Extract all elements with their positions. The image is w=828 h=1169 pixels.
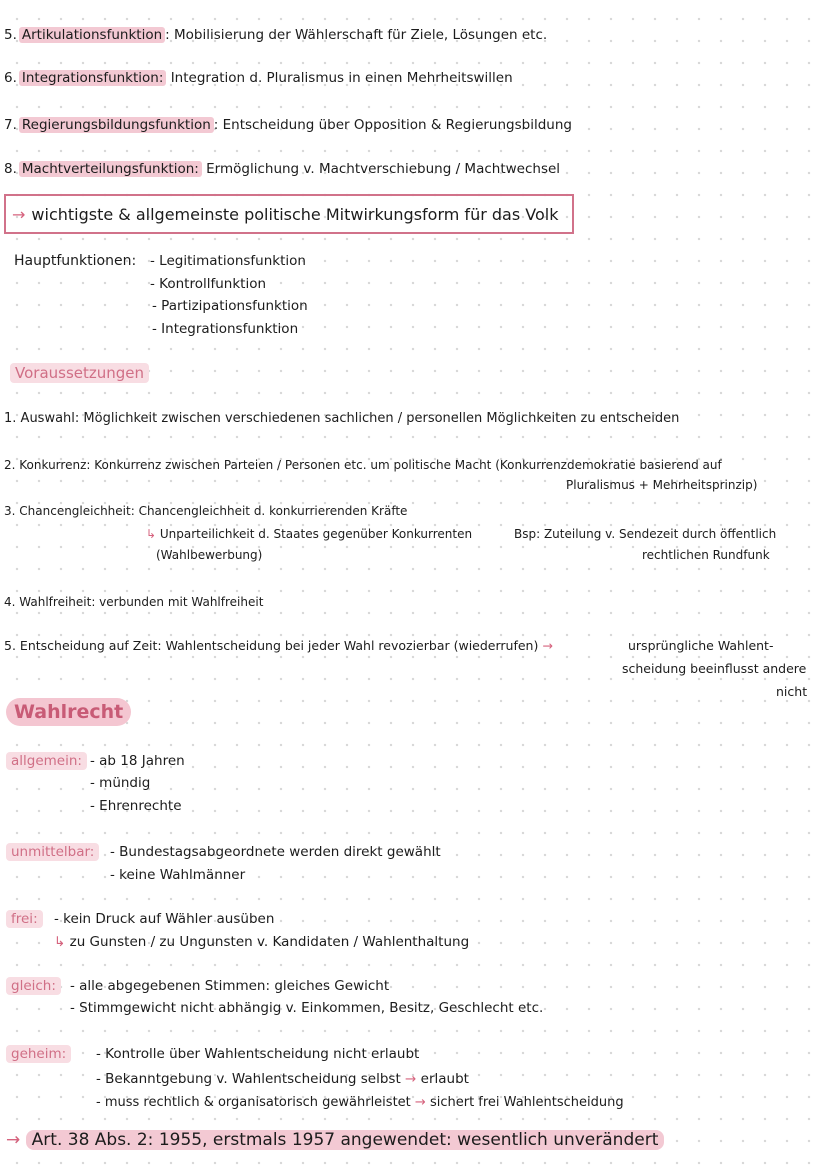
hauptfunktion-item: - Partizipationsfunktion [152, 298, 308, 314]
item-separator: : [213, 117, 219, 133]
item-text: : Möglichkeit zwischen verschiedenen sachlichen / personellen Möglichkeiten zu entscheiden [74, 411, 680, 426]
principle-item: - Ehrenrechte [90, 798, 182, 814]
hauptfunktion-item: - Legitimationsfunktion [150, 253, 306, 269]
item-result: sichert frei Wahlentscheidung [429, 1095, 624, 1110]
hauptfunktion-item: - Integrationsfunktion [152, 321, 299, 337]
funktion-item [4, 160, 560, 178]
wahlrecht-gleich-label [6, 977, 61, 995]
item-result: erlaubt [420, 1071, 469, 1087]
item-number: 2. [4, 458, 16, 472]
item-text: Mobilisierung der Wählerschaft für Ziele, Lösungen etc. [174, 27, 548, 43]
sub-arrow-icon: ↳ [146, 527, 157, 541]
principle-item: - kein Druck auf Wähler ausüben [54, 911, 275, 927]
sub-item-continuation: (Wahlbewerbung) [156, 548, 263, 562]
item-label: Entscheidung auf Zeit [19, 638, 158, 653]
item-label: Wahlfreiheit [19, 595, 92, 609]
voraussetzungen-title: Voraussetzungen [10, 363, 149, 383]
principle-item: - Kontrolle über Wahlentscheidung nicht erlaubt [96, 1046, 420, 1062]
principle-sub-item [54, 933, 469, 951]
item-label: Machtverteilungsfunktion: [19, 161, 202, 177]
principle-item: - keine Wahlmänner [110, 867, 246, 883]
item-text: Ermöglichung v. Machtverschiebung / Machtwechsel [206, 161, 561, 177]
item-number: 3. [4, 504, 16, 518]
item-number: 1. [4, 411, 17, 426]
example-text: Bsp: Zuteilung v. Sendezeit durch öffentlich [514, 527, 777, 541]
principle-item: - mündig [90, 775, 151, 791]
item-number: 4. [4, 595, 16, 609]
wahlrecht-geheim-label [6, 1045, 71, 1063]
voraussetzung-item [4, 502, 407, 520]
arrow-icon: → [405, 1071, 417, 1087]
principle-item [96, 1070, 469, 1088]
wahlrecht-frei-label [6, 910, 43, 928]
arrow-icon: → [414, 1095, 426, 1110]
hauptfunktionen-title: Hauptfunktionen: [14, 253, 137, 269]
funktion-item [4, 116, 572, 134]
principle-label: unmittelbar: [6, 843, 99, 861]
item-number: 8. [4, 161, 17, 177]
wahlrecht-unmittelbar-label [6, 843, 99, 861]
voraussetzung-item [4, 593, 263, 611]
wahlrecht-title: Wahlrecht [6, 698, 131, 726]
item-number: 5. [4, 638, 16, 653]
example-continuation: rechtlichen Rundfunk [642, 548, 770, 562]
item-continuation: scheidung beeinflusst andere [622, 661, 807, 676]
hauptfunktion-item: - Kontrollfunktion [150, 276, 267, 292]
arrow-icon: → [6, 1130, 21, 1150]
principle-label: allgemein: [6, 752, 87, 770]
sub-text: zu Gunsten / zu Ungunsten v. Kandidaten / Wahlenthaltung [69, 934, 470, 950]
item-number: 5. [4, 27, 17, 43]
item-label: Chancengleichheit [19, 504, 131, 518]
item-continuation: nicht [776, 684, 808, 699]
principle-item: - Stimmgewicht nicht abhängig v. Einkommen, Besitz, Geschlecht etc. [70, 1000, 544, 1016]
voraussetzung-item [4, 637, 553, 655]
item-label: Integrationsfunktion: [19, 70, 167, 86]
item-number: 7. [4, 117, 17, 133]
item-text: : Wahlentscheidung bei jeder Wahl revozierbar (wiederrufen) [157, 638, 539, 653]
item-text: Entscheidung über Opposition & Regierungsbildung [222, 117, 572, 133]
wahlrecht-allgemein-label [6, 752, 87, 770]
arrow-icon: → [542, 638, 553, 653]
item-text: Integration d. Pluralismus in einen Mehrheitswillen [170, 70, 513, 86]
box-text: wichtigste & allgemeinste politische Mitwirkungsform für das Volk [31, 204, 559, 224]
principle-label: geheim: [6, 1045, 71, 1063]
item-continuation: Pluralismus + Mehrheitsprinzip) [566, 478, 758, 492]
item-text: - muss rechtlich & organisatorisch gewährleistet [96, 1095, 411, 1110]
principle-item: - alle abgegebenen Stimmen: gleiches Gewicht [70, 978, 390, 994]
item-number: 6. [4, 70, 17, 86]
principle-label: frei: [6, 910, 43, 928]
sub-text: Unparteilichkeit d. Staates gegenüber Konkurrenten [159, 527, 473, 541]
item-text: : Chancengleichheit d. konkurrierenden Kräfte [130, 504, 408, 518]
principle-item: - Bundestagsabgeordnete werden direkt gewählt [110, 844, 441, 860]
item-separator: : [165, 27, 170, 43]
item-text: : verbunden mit Wahlfreiheit [91, 595, 264, 609]
final-note-text: Art. 38 Abs. 2: 1955, erstmals 1957 angewendet: wesentlich unverändert [26, 1130, 665, 1150]
funktion-item [4, 26, 547, 44]
principle-item: - ab 18 Jahren [90, 753, 185, 769]
principle-label: gleich: [6, 977, 61, 995]
voraussetzung-item [4, 410, 679, 428]
sub-arrow-icon: ↳ [54, 934, 66, 950]
final-note [6, 1130, 664, 1150]
item-continuation: ursprüngliche Wahlent- [628, 638, 774, 653]
highlight-box [4, 194, 574, 234]
item-label: Artikulationsfunktion [19, 27, 165, 43]
arrow-icon: → [12, 204, 26, 224]
item-text: : Konkurrenz zwischen Parteien / Personen etc. um politische Macht (Konkurrenzdemokratie basierend auf [86, 458, 722, 472]
sub-item [146, 525, 472, 543]
section-title-voraussetzungen [10, 364, 149, 382]
item-label: Konkurrenz [19, 458, 87, 472]
item-text: - Bekanntgebung v. Wahlentscheidung selbst [96, 1071, 401, 1087]
funktion-item [4, 69, 513, 87]
principle-item [96, 1094, 624, 1112]
item-label: Regierungsbildungsfunktion [19, 117, 214, 133]
item-label: Auswahl [20, 411, 75, 426]
voraussetzung-item [4, 456, 722, 474]
